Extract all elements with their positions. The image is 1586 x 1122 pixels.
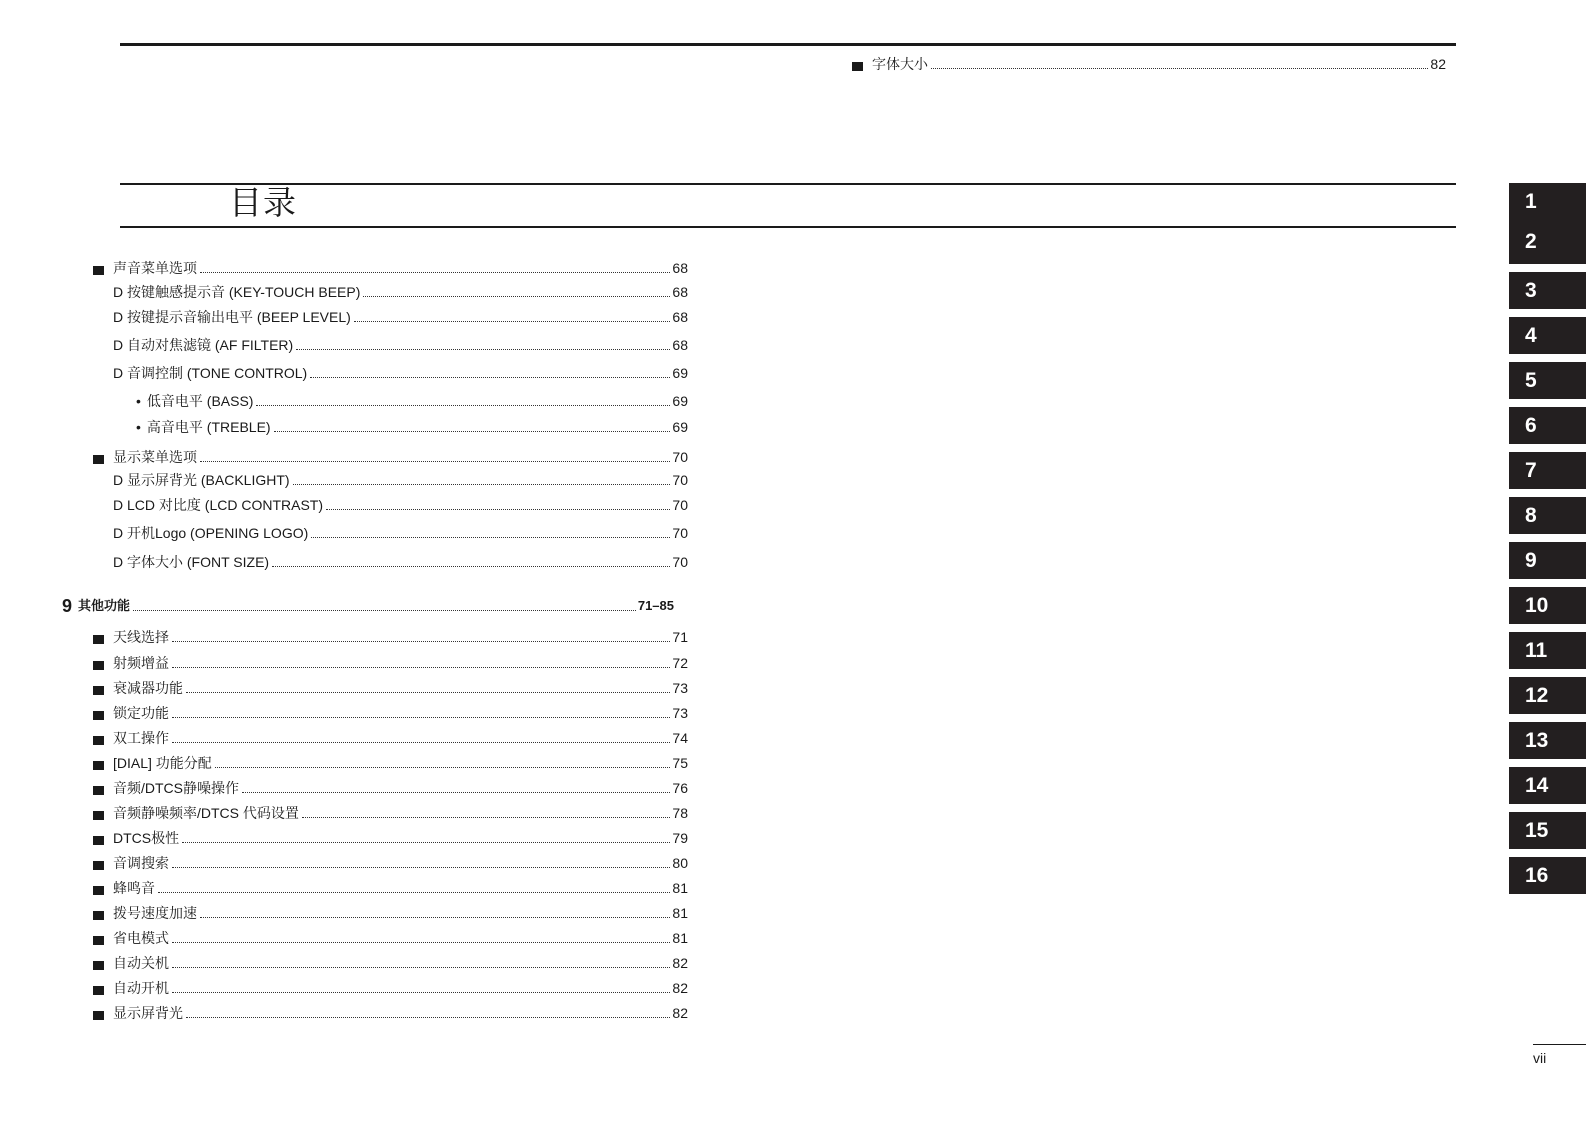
header-toc-entry[interactable] <box>852 56 1446 72</box>
toc-entry[interactable] <box>93 449 688 465</box>
toc-entry[interactable] <box>93 755 688 771</box>
toc-label: D 按键触感提示音 (KEY-TOUCH BEEP) <box>113 284 361 300</box>
toc-page: 68 <box>672 260 688 276</box>
toc-label: 衰减器功能 <box>113 680 183 696</box>
toc-page: 81 <box>672 905 688 921</box>
toc-entry[interactable] <box>113 337 688 353</box>
dot-leader <box>172 717 670 718</box>
toc-label: 锁定功能 <box>113 705 169 721</box>
square-bullet-icon <box>93 686 104 695</box>
toc-page: 70 <box>672 525 688 541</box>
square-bullet-icon <box>93 961 104 970</box>
square-bullet-icon <box>93 266 104 275</box>
round-bullet-icon: • <box>136 393 141 409</box>
toc-label: D 自动对焦滤镜 (AF FILTER) <box>113 337 294 353</box>
square-bullet-icon <box>93 861 104 870</box>
dot-leader <box>242 792 670 793</box>
toc-entry[interactable] <box>113 497 688 513</box>
dot-leader <box>354 321 671 322</box>
toc-label: [DIAL] 功能分配 <box>113 755 212 771</box>
toc-page: 68 <box>672 284 688 300</box>
toc-label: D 显示屏背光 (BACKLIGHT) <box>113 472 290 488</box>
toc-page: 72 <box>672 655 688 671</box>
toc-page: 71–85 <box>637 598 674 613</box>
chapter-number: 9 <box>62 596 73 616</box>
title-top-rule <box>120 183 1456 185</box>
toc-entry[interactable] <box>136 419 688 435</box>
toc-entry[interactable] <box>93 805 688 821</box>
toc-page: 82 <box>1430 56 1446 72</box>
toc-entry[interactable] <box>93 705 688 721</box>
toc-page: 79 <box>672 830 688 846</box>
chapter-tab-14[interactable]: 14 <box>1509 767 1586 804</box>
dot-leader <box>172 992 670 993</box>
dot-leader <box>158 892 670 893</box>
toc-entry[interactable] <box>93 680 688 696</box>
toc-page: 69 <box>672 393 688 409</box>
dot-leader <box>186 692 670 693</box>
toc-page: 82 <box>672 955 688 971</box>
toc-page: 75 <box>672 755 688 771</box>
header-rule <box>120 43 1456 46</box>
square-bullet-icon <box>93 711 104 720</box>
dot-leader <box>302 817 671 818</box>
toc-entry[interactable] <box>113 525 688 541</box>
square-bullet-icon <box>93 635 104 644</box>
square-bullet-icon <box>93 786 104 795</box>
chapter-tab-11[interactable]: 11 <box>1509 632 1586 669</box>
dot-leader <box>310 377 670 378</box>
toc-label: 高音电平 (TREBLE) <box>146 419 271 435</box>
toc-page: 73 <box>672 705 688 721</box>
page-number: vii <box>1533 1050 1547 1066</box>
toc-label: 音频/DTCS静噪操作 <box>113 780 239 796</box>
dot-leader <box>931 68 1428 69</box>
toc-page: 78 <box>672 805 688 821</box>
square-bullet-icon <box>852 62 863 71</box>
toc-entry[interactable] <box>93 730 688 746</box>
toc-page: 71 <box>672 629 688 645</box>
toc-page: 70 <box>672 497 688 513</box>
chapter-tab-15[interactable]: 15 <box>1509 812 1586 849</box>
chapter-tab-8[interactable]: 8 <box>1509 497 1586 534</box>
dot-leader <box>172 867 670 868</box>
square-bullet-icon <box>93 661 104 670</box>
toc-entry[interactable] <box>93 830 688 846</box>
toc-label: D 按键提示音输出电平 (BEEP LEVEL) <box>113 309 351 325</box>
toc-entry[interactable] <box>93 260 688 276</box>
chapter-tab-12[interactable]: 12 <box>1509 677 1586 714</box>
square-bullet-icon <box>93 455 104 464</box>
toc-label: 低音电平 (BASS) <box>146 393 254 409</box>
dot-leader <box>172 667 670 668</box>
chapter-tab-5[interactable]: 5 <box>1509 362 1586 399</box>
toc-entry[interactable] <box>136 393 688 409</box>
toc-page: 68 <box>672 337 688 353</box>
toc-page: 80 <box>672 855 688 871</box>
toc-label: 拨号速度加速 <box>113 905 197 921</box>
toc-entry[interactable] <box>93 780 688 796</box>
toc-label: 音调搜索 <box>113 855 169 871</box>
toc-label: 蜂鸣音 <box>113 880 155 896</box>
toc-entry[interactable] <box>93 855 688 871</box>
title-bottom-rule <box>120 226 1456 228</box>
dot-leader <box>182 842 670 843</box>
toc-entry[interactable] <box>93 1005 688 1021</box>
toc-page: 70 <box>672 554 688 570</box>
dot-leader <box>200 272 670 273</box>
chapter-tab-6[interactable]: 6 <box>1509 407 1586 444</box>
toc-page: 74 <box>672 730 688 746</box>
toc-entry[interactable] <box>93 880 688 896</box>
square-bullet-icon <box>93 1011 104 1020</box>
toc-label: 射频增益 <box>113 655 169 671</box>
toc-label: D 字体大小 (FONT SIZE) <box>113 554 270 570</box>
square-bullet-icon <box>93 836 104 845</box>
toc-label: 自动开机 <box>113 980 169 996</box>
toc-page: 76 <box>672 780 688 796</box>
dot-leader <box>311 537 670 538</box>
chapter-tab-13[interactable]: 13 <box>1509 722 1586 759</box>
chapter-tab-4[interactable]: 4 <box>1509 317 1586 354</box>
toc-entry[interactable] <box>113 365 688 381</box>
toc-page: 73 <box>672 680 688 696</box>
chapter-tab-3[interactable]: 3 <box>1509 272 1586 309</box>
dot-leader <box>200 461 670 462</box>
dot-leader <box>186 1017 670 1018</box>
toc-page: 68 <box>672 309 688 325</box>
toc-entry[interactable] <box>113 554 688 570</box>
square-bullet-icon <box>93 986 104 995</box>
dot-leader <box>172 742 670 743</box>
folio-rule <box>1533 1044 1586 1045</box>
toc-entry[interactable] <box>93 655 688 671</box>
chapter-tab-16[interactable]: 16 <box>1509 857 1586 894</box>
toc-label: 天线选择 <box>113 629 169 645</box>
square-bullet-icon <box>93 936 104 945</box>
toc-label: 省电模式 <box>113 930 169 946</box>
toc-label: 音频静噪频率/DTCS 代码设置 <box>113 805 299 821</box>
dot-leader <box>256 405 670 406</box>
dot-leader <box>363 296 670 297</box>
dot-leader <box>172 942 670 943</box>
toc-page: 82 <box>672 1005 688 1021</box>
dot-leader <box>293 484 671 485</box>
toc-label: D LCD 对比度 (LCD CONTRAST) <box>113 497 324 513</box>
square-bullet-icon <box>93 811 104 820</box>
toc-label: 双工操作 <box>113 730 169 746</box>
chapter-tab-9[interactable]: 9 <box>1509 542 1586 579</box>
dot-leader <box>172 641 670 642</box>
toc-entry[interactable] <box>113 284 688 300</box>
toc-entry[interactable] <box>93 905 688 921</box>
toc-page: 81 <box>672 930 688 946</box>
toc-label: DTCS极性 <box>113 830 180 846</box>
dot-leader <box>215 767 671 768</box>
toc-chapter-9[interactable] <box>62 598 674 614</box>
toc-entry[interactable] <box>93 955 688 971</box>
toc-entry[interactable] <box>93 980 688 996</box>
square-bullet-icon <box>93 761 104 770</box>
dot-leader <box>272 566 670 567</box>
toc-label: 显示屏背光 <box>113 1005 183 1021</box>
square-bullet-icon <box>93 911 104 920</box>
toc-page: 69 <box>672 419 688 435</box>
dot-leader <box>326 509 670 510</box>
toc-page: 70 <box>672 472 688 488</box>
toc-label: 显示菜单选项 <box>113 449 197 465</box>
page-title: 目录 <box>229 183 297 222</box>
toc-page: 69 <box>672 365 688 381</box>
toc-label: 其他功能 <box>78 598 131 613</box>
toc-label: D 音调控制 (TONE CONTROL) <box>113 365 308 381</box>
toc-page: 82 <box>672 980 688 996</box>
chapter-tab-7[interactable]: 7 <box>1509 452 1586 489</box>
chapter-tab-10[interactable]: 10 <box>1509 587 1586 624</box>
toc-entry[interactable] <box>113 309 688 325</box>
chapter-tab-1[interactable]: 1 <box>1509 183 1586 220</box>
toc-entry[interactable] <box>93 930 688 946</box>
toc-page: 81 <box>672 880 688 896</box>
toc-label: 自动关机 <box>113 955 169 971</box>
dot-leader <box>172 967 670 968</box>
round-bullet-icon: • <box>136 419 141 435</box>
dot-leader <box>274 431 671 432</box>
dot-leader <box>296 349 670 350</box>
square-bullet-icon <box>93 736 104 745</box>
dot-leader <box>200 917 670 918</box>
dot-leader <box>133 610 636 611</box>
toc-label: 字体大小 <box>872 56 928 72</box>
square-bullet-icon <box>93 886 104 895</box>
toc-label: 声音菜单选项 <box>113 260 197 276</box>
chapter-tab-2[interactable]: 2 <box>1509 220 1586 264</box>
toc-page: 70 <box>672 449 688 465</box>
toc-entry[interactable] <box>113 472 688 488</box>
toc-entry[interactable] <box>93 629 688 645</box>
toc-label: D 开机Logo (OPENING LOGO) <box>113 525 309 541</box>
